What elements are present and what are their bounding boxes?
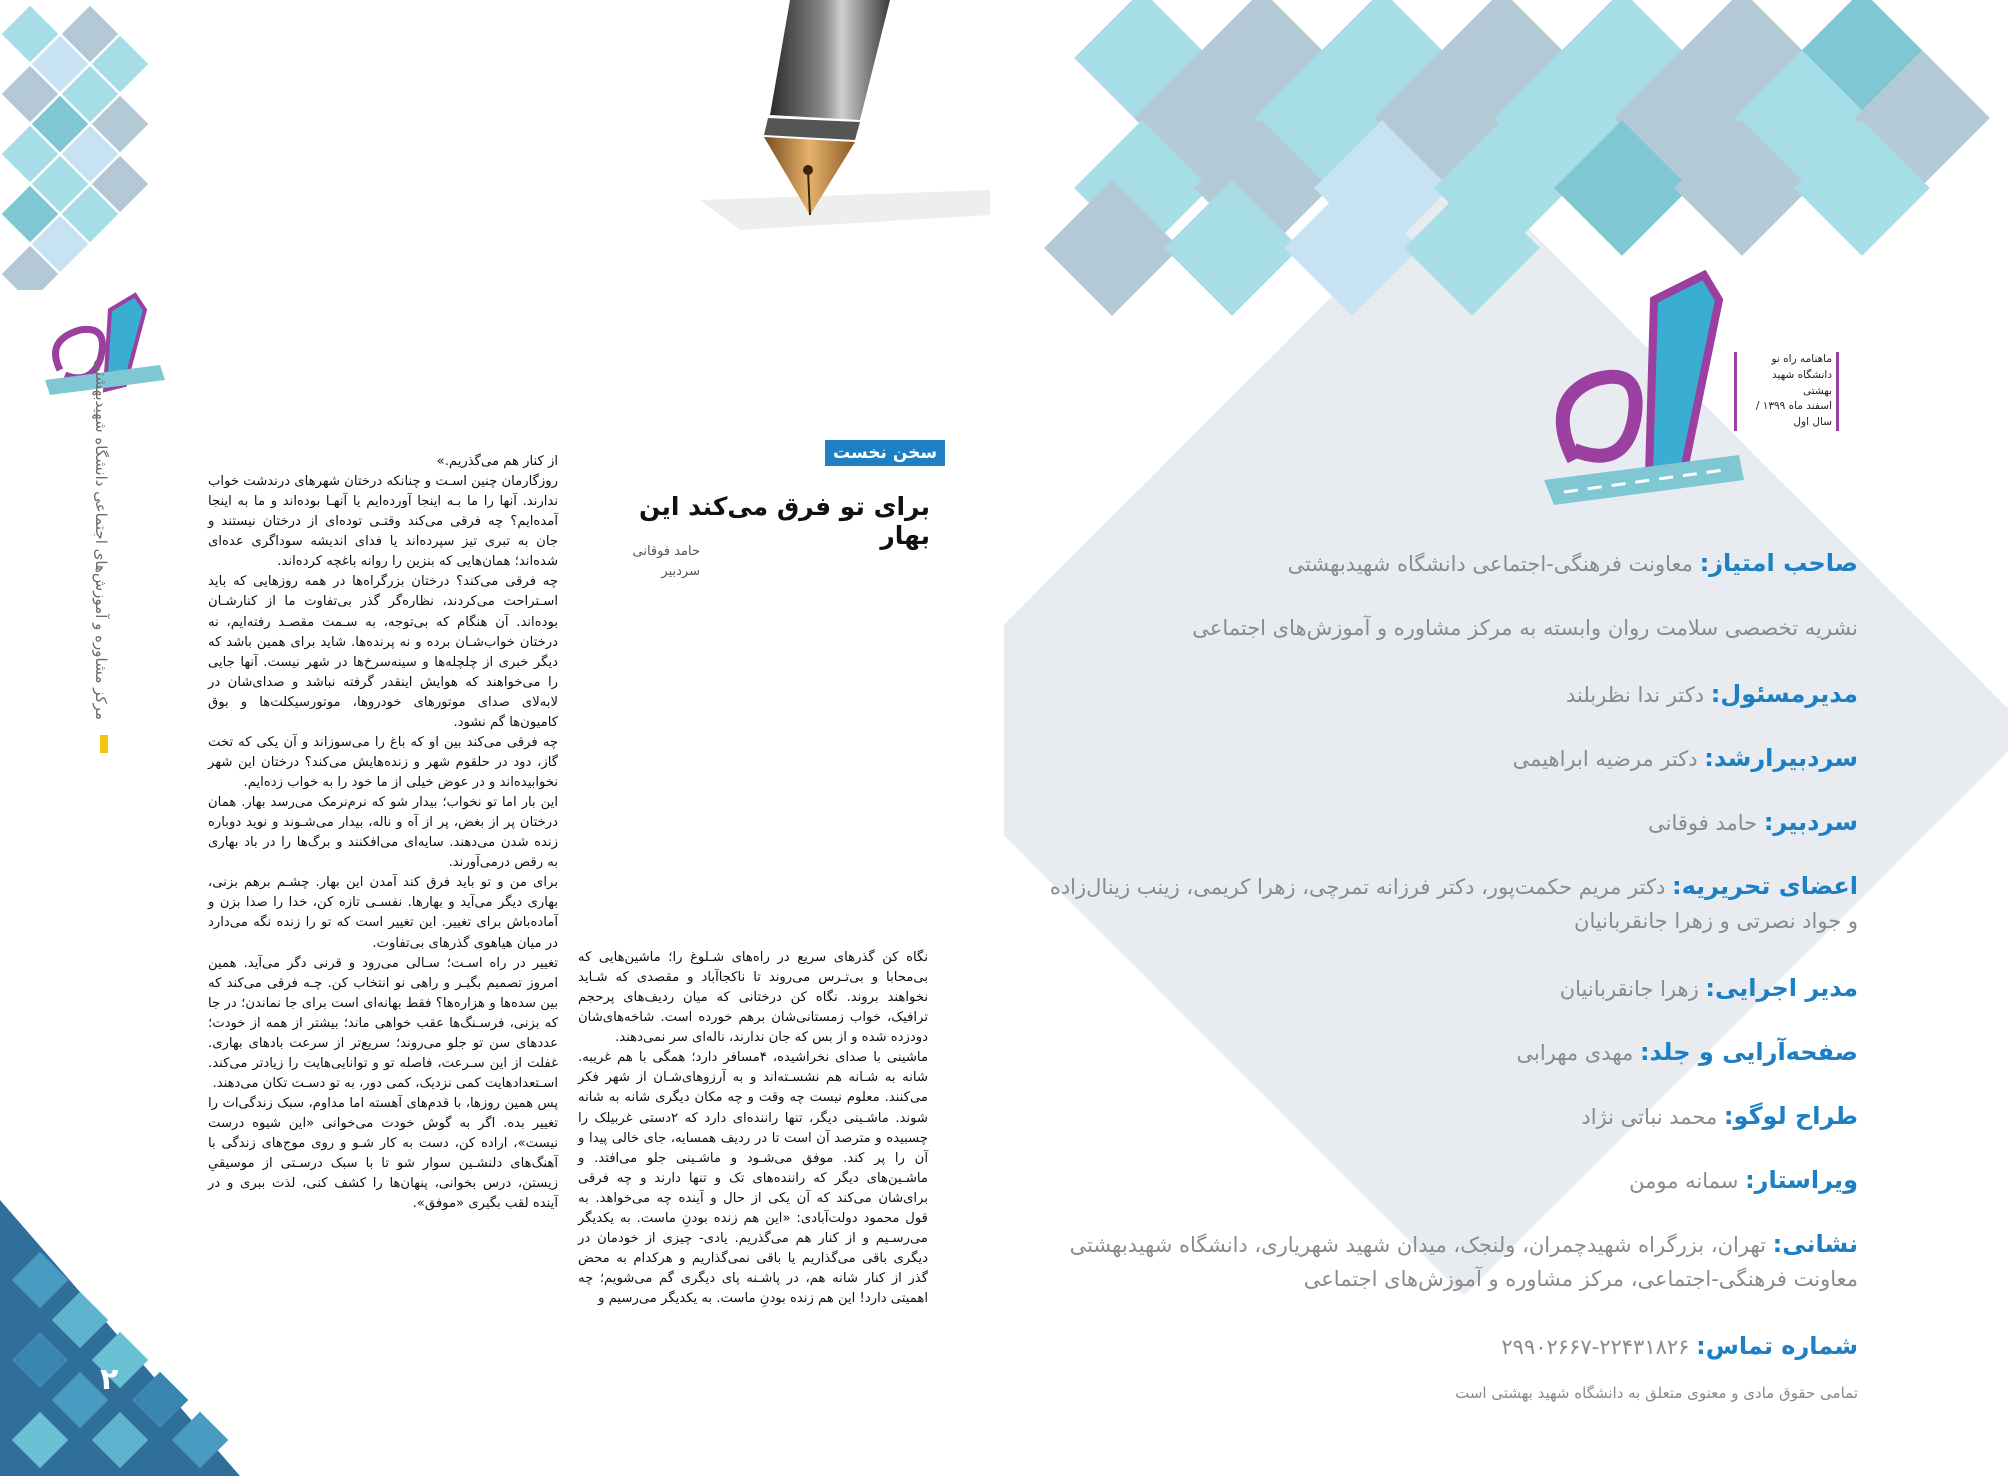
author-name: حامد فوقانی <box>632 544 700 559</box>
pen-illustration <box>660 0 990 310</box>
paragraph: روزگارمان چنین اسـت و چنانکه درختان شهرهای در‌ندشت خواب ندارند. آنها را ما بـه اینجا آورده‌ایم یا آنهـا بوده‌اند و ما به اینجا آمده‌ایم؟ چه فرقی می‌کند وقتـی توده‌ای از درختان نیستند و جان به تبری تیز سپرده‌اند یا فدای اندیشه سوداگری عده‌ای شده‌اند؛ همان‌هایی که بنزین را روانه باغچه کرده‌اند. <box>208 474 558 570</box>
magazine-logo <box>1534 270 1754 510</box>
masthead-phone: شماره تماس: ۲۲۴۳۱۸۲۶-۲۹۹۰۲۶۶۷ <box>1501 1332 1858 1360</box>
paragraph: نگاه کن گذرهای سریع در راه‌های شـلوغ را؛ ماشین‌هایی که بی‌محابا و بی‌تـرس می‌روند تا ناکجاآباد و مقصدی که شـاید نخواهند بروند. نگاه کن درختانی که میان ردیف‌های پرحجم ترافیک، خواب زمستانی‌شان برهم خورده است. شاخه‌های‌شان دودزده شده و از بس که جان ندارند، ناله‌ای سر نمی‌دهند. <box>578 950 928 1046</box>
article-title: برای تو فرق می‌کند این بهار <box>639 492 930 550</box>
paragraph: برای من و تو باید فرق کند آمدن این بهار. چشـم برهم بزنی، بهاری دیگر می‌آید و بهارها. نفسـی تازه کن، خدا را صدا بزن و آماده‌باش برای تغییر. این تغییر است که تو را زنده نگه می‌دارد در میان هیاهوی گذرهای بی‌تفاوت. <box>208 875 558 951</box>
paragraph: از کنار هم می‌گذریم.» <box>436 454 558 469</box>
right-page <box>1004 0 2008 1476</box>
article-column-left <box>208 452 558 1214</box>
paragraph: این بار اما تو نخواب؛ بیدار شو که نرم‌نرمک می‌رسد بهار. همان درختان پر از بغض، پر از آه و ناله، بیدار می‌شـوند و نوید دوباره زنده شدن می‌دهند. سایه‌ای می‌افکنند و برگ‌ها را در باد بهاری به رقص درمی‌آورند. <box>208 795 558 871</box>
masthead-address: نشانی: تهران، بزرگراه شهیدچمران، ولنجک، میدان شهید شهریاری، دانشگاه شهیدبهشتی معاونت فرهنگی-اجتماعی، مرکز مشاوره و آموزش‌های اجتماعی <box>1069 1230 1858 1292</box>
author-role: سردبیر <box>661 564 700 579</box>
masthead-board: اعضای تحریریه: دکتر مریم حکمت‌پور، دکتر فرزانه تمرچی، زهرا کریمی، زینب زینال‌زاده و جواد نصرتی و زهرا جانقربانیان <box>1049 872 1858 934</box>
paragraph: پس همین روزها، با قدم‌های آهسته اما مداوم، سبک زندگی‌ات را تغییر بده. اگر به گوش خودت می‌خوانی «این شیوه درست نیست»، اراده کن، دست به کار شـو و روی موج‌های زندگی با آهنگ‌های دلنشـین سوار شو تا با سبک درسـتی از موسیقیِ زیستن، درس بخوانی، پنهان‌ها را کشف کنی، لذت ببری و در آینده لقب بگیری «موفق». <box>208 1096 558 1212</box>
masthead-manager: مدیرمسئول: دکتر ندا نظربلند <box>1565 680 1858 708</box>
masthead-editor: سردبیر: حامد فوقانی <box>1648 808 1858 836</box>
top-left-diamond-pattern <box>0 0 150 290</box>
masthead-owner: صاحب امتیاز: معاونت فرهنگی-اجتماعی دانشگاه شهیدبهشتی <box>1287 549 1858 577</box>
paragraph: ماشینی با صدای نخراشیده، ۴مسافر دارد؛ همگی با هم غریبه. شانه به شـانه هم نشسـته‌اند و به آرزوهای‌شـان از شهر فکر می‌کنند. معلوم نیست چه وقت و چه مکان دیگری شانه به شانه شوند. ماشـینی دیگر، تنها راننده‌ای دارد که ۲دستی غربیلک را چسبیده و مترصد آن است تا در ردیف همسایه، جای خالی پیدا و آن را پر کند. موفق می‌شـود و ماشـینی جلو می‌افتد. و ماشـین‌های دیگر که راننده‌های تک و تنها دارند و چه فرقی برای‌شان می‌کند که آن یکی از حال و آینده چه می‌خواهد. به قول محمود دولت‌آبادی: «این هم زنده بودنِ ماست. به یکدیگر می‌رسـیم و از کنار هم می‌گذریم. یادی- چیزی از خودمان در دیگری باقی می‌گذاریم یا باقی نمی‌گذاریم و هرکدام به محض گذر از کنار شانه هم، در پاشـنه پای دیگری گم می‌شویم؛ چه اهمیتی دارد! این هم زنده بودنِ ماست. به یکدیگر می‌رسیم و <box>578 1050 929 1307</box>
page-number: ۲ <box>100 1362 119 1397</box>
bottom-left-pattern <box>0 1200 240 1476</box>
masthead-logo-designer: طراح لوگو: محمد نباتی نژاد <box>1581 1102 1858 1130</box>
paragraph: تغییر در راه اسـت؛ سـالی می‌رود و قرنی دگر می‌آید. همین امروز تصمیم بگیـر و راهی نو انتخاب کن. چـه فرقی می‌کند که بین سده‌ها و هزاره‌ها؟ فقط بهانه‌ای است برای جا نماندن؛ در جا که بزنی، فرسـنگ‌ها عقب خواهی ماند؛ بیشتر از همه از خودت؛ عددهای سن تو جلو می‌روند؛ سریع‌تر از سرعت بادهای بهاری. غفلت از این سـرعت، فاصله تو و توانایی‌هایت را زیادتر می‌کند. اسـتعدادهایت کمی نزدیک، کمی دور، به تو دسـت تکان می‌دهند. <box>208 955 558 1091</box>
paragraph: چه فرقی می‌کند؟ درختان بزرگراه‌ها در همه روزهایی که باید اسـتراحت می‌کردند، نظاره‌گر گذر بی‌تفاوت ما از کنارشـان بوده‌اند. آن هنگام که بی‌توجه، به سـمت مقصـد رفته‌ایم، نه درختان خواب‌شـان برده و نه پرنده‌ها. شاید برای همین باشد که دیگر خبری از چلچله‌ها و سینه‌سرخ‌ها در شهر نیست. آنها جایی را می‌خواهند که هوایش اینقدر گرفته نباشد و صدای‌شان در لابه‌لای صدای موتورهای خودروها، موتورسیکلت‌ها و بوق کامیون‌ها گم نشود. <box>208 574 558 730</box>
masthead-copyeditor: ویراستار: سمانه مومن <box>1629 1166 1858 1194</box>
masthead-senior-editor: سردبیرارشد: دکتر مرضیه ابراهیمی <box>1512 744 1858 772</box>
article-column-right <box>578 948 928 1309</box>
masthead-layout: صفحه‌آرایی و جلد: مهدی مهرابی <box>1516 1038 1858 1066</box>
copyright-note: تمامی حقوق مادی و معنوی متعلق به دانشگاه شهید بهشتی است <box>1455 1384 1858 1402</box>
masthead-subtitle: نشریه تخصصی سلامت روان وابسته به مرکز مشاوره و آموزش‌های اجتماعی <box>1192 616 1858 640</box>
vertical-caption: مرکز مشاوره و آموزش‌های اجتماعی دانشگاه شهیدبهشتی <box>90 390 130 780</box>
paragraph: چه فرقی می‌کند بین او که باغ را می‌سوزاند و آن یکی که تخت گاز، دود در حلقوم شهر و زنده‌هایش می‌کند؟ درختان این شهر نخوابیده‌اند و در عوض خیلی از ما خود را به خواب زده‌ایم. <box>208 734 558 790</box>
masthead-exec: مدیر اجرایی: زهرا جانقربانیان <box>1559 974 1858 1002</box>
top-diamond-pattern <box>1004 0 2008 320</box>
section-tag: سخن نخست <box>825 440 945 466</box>
logo-caption: ماهنامه راه نو دانشگاه شهید بهشتی اسفند ماه ۱۳۹۹ / سال اول <box>1734 352 1839 431</box>
